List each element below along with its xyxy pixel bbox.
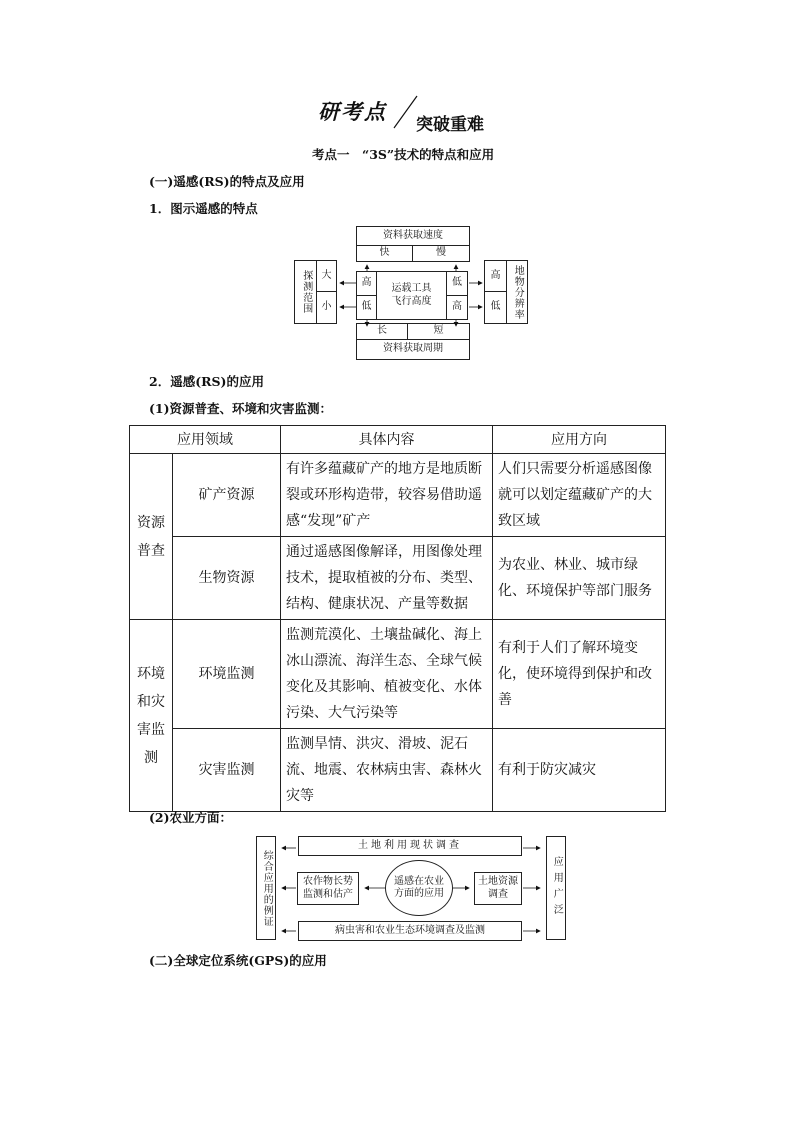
content-cell: 有许多蕴藏矿产的地方是地质断裂或环形构造带，较容易借助遥感“发现”矿产 (281, 454, 493, 537)
heading-agriculture: (2)农业方面： (149, 810, 233, 825)
application-table (129, 425, 666, 812)
content-cell: 监测荒漠化、土壤盐碱化、海上冰山漂流、海洋生态、全球气候变化及其影响、植被变化、水体污染、大气污染等 (281, 620, 493, 729)
table-row (130, 537, 666, 620)
heading-rs: (一)遥感(RS)的特点及应用 (149, 174, 305, 189)
group-env-disaster: 环境和灾害监测 (130, 620, 173, 812)
right-title: 地物分辨率 (506, 260, 528, 324)
table-header-row (130, 426, 666, 454)
heading-rs-features: 1．图示遥感的特点 (149, 201, 258, 216)
content-cell: 通过遥感图像解译，用图像处理技术，提取植被的分布、类型、结构、健康状况、产量等数据 (281, 537, 493, 620)
header-main: 研考点 (318, 100, 387, 124)
heading-resource-survey: (1)资源普查、环境和灾害监测： (149, 401, 333, 416)
heading-gps: (二)全球定位系统(GPS)的应用 (149, 953, 327, 968)
period-label: 资料获取周期 (356, 339, 470, 360)
direction-cell: 为农业、林业、城市绿化、环境保护等部门服务 (493, 537, 666, 620)
table-row (130, 454, 666, 537)
field-cell: 环境监测 (173, 620, 281, 729)
center-high-right: 高 (446, 295, 468, 320)
speed-slow: 慢 (412, 245, 470, 262)
header-sub: 突破重难 (416, 115, 484, 135)
land-resource: 土地资源 调查 (474, 872, 522, 905)
center-low-right: 低 (446, 271, 468, 296)
right-high: 高 (484, 260, 507, 292)
heading-rs-application: 2．遥感(RS)的应用 (149, 374, 264, 389)
center-agri: 遥感在农业 方面的应用 (385, 860, 453, 916)
header-field: 应用领域 (130, 426, 281, 454)
bottom-pest: 病虫害和农业生态环境调查及监测 (298, 921, 522, 941)
center-high-left: 高 (356, 271, 377, 296)
right-low: 低 (484, 291, 507, 324)
table-row (130, 729, 666, 812)
content-cell: 监测旱情、洪灾、滑坡、泥石流、地震、农林病虫害、森林火灾等 (281, 729, 493, 812)
group-resource-survey: 资源普查 (130, 454, 173, 620)
field-cell: 矿产资源 (173, 454, 281, 537)
center-low-left: 低 (356, 295, 377, 320)
right-widely: 应用广泛 (546, 836, 566, 940)
left-small: 小 (316, 291, 337, 324)
diagram1-arrows (330, 255, 500, 335)
crop-monitoring: 农作物长势 监测和估产 (297, 872, 359, 905)
header-content: 具体内容 (281, 426, 493, 454)
top-land-use: 土地利用现状调查 (298, 836, 522, 856)
left-examples: 综合应用的例证 (256, 836, 276, 940)
left-big: 大 (316, 260, 337, 292)
header-direction: 应用方向 (493, 426, 666, 454)
diagram2-arrows (270, 840, 555, 940)
field-cell: 灾害监测 (173, 729, 281, 812)
direction-cell: 有利于人们了解环境变化，使环境得到保护和改善 (493, 620, 666, 729)
period-long: 长 (356, 323, 408, 340)
table-row (130, 620, 666, 729)
speed-fast: 快 (356, 245, 413, 262)
left-title: 探测范围 (294, 260, 317, 324)
field-cell: 生物资源 (173, 537, 281, 620)
direction-cell: 有利于防灾减灾 (493, 729, 666, 812)
speed-label: 资料获取速度 (356, 226, 470, 246)
center-altitude: 运载工具 飞行高度 (376, 271, 447, 320)
period-short: 短 (407, 323, 470, 340)
direction-cell: 人们只需要分析遥感图像就可以划定蕴藏矿产的大致区域 (493, 454, 666, 537)
section-title: 考点一 “3S”技术的特点和应用 (312, 147, 495, 162)
